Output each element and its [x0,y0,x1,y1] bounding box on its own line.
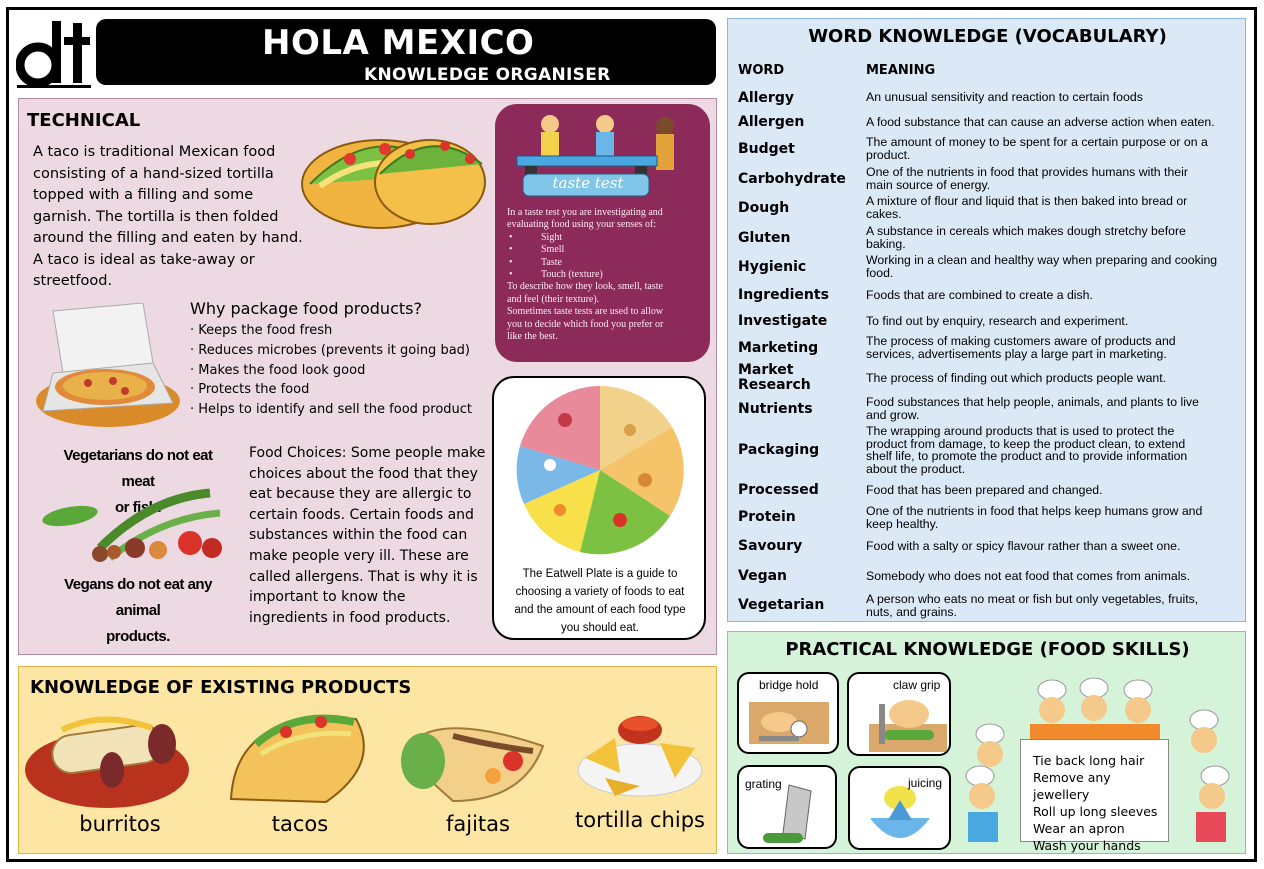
choices-line: certain foods. Certain foods and [249,506,474,523]
meaning-line: Food with a salty or spicy flavour rather than a sweet one. [866,539,1181,553]
vocab-meaning [866,254,1236,279]
vocab-word: Hygienic [738,259,807,275]
intro-line: streetfood. [33,273,113,289]
meaning-line: A food substance that can cause an adverse action when eaten. [866,115,1215,129]
taste-test-sign: taste test [552,174,624,192]
word-column-header: WORD [738,63,785,78]
vocab-word: Processed [738,482,819,498]
rule-item: Wash your hands [1033,838,1141,853]
meaning-line: An unusual sensitivity and reaction to certain foods [866,90,1143,104]
meaning-line: main source of energy. [866,177,991,192]
taste-line: like the best. [507,331,558,343]
eatwell-line: you should eat. [560,622,639,634]
choices-line: make people very ill. These are [249,547,469,564]
vocab-word: Gluten [738,230,791,246]
vocab-meaning [866,425,1236,475]
taste-test-card [495,104,710,362]
product-label: tacos [271,812,329,836]
skill-card-claw-grip [847,672,951,756]
vocab-meaning [866,289,1236,302]
meaning-line: A person who eats no meat or fish but only vegetables, fruits, [866,592,1199,606]
intro-line: around the filling and eaten by hand. [33,230,303,246]
tacos-illustration [300,104,490,238]
food-choices-text [249,443,489,628]
rule-item: Roll up long sleeves [1033,804,1158,819]
practical-title: PRACTICAL KNOWLEDGE (FOOD SKILLS) [785,639,1190,660]
vocab-word: Vegetarian [738,597,825,613]
taste-line: Sometimes taste tests are used to allow [507,306,664,318]
intro-line: A taco is traditional Mexican food [33,144,276,160]
vocab-word: Allergen [738,114,805,130]
vocab-word: Ingredients [738,287,829,303]
title-bar [96,19,716,85]
meaning-line: about the product. [866,461,966,476]
vocab-meaning [866,195,1236,220]
vocab-word: Marketing [738,340,819,356]
choices-line: important to know the [249,589,406,606]
skill-label: bridge hold [759,678,819,692]
meaning-line: Somebody who does not eat food that comes from animals. [866,569,1190,583]
intro-line: topped with a filling and some [33,187,254,203]
meaning-line: Food that has been prepared and changed. [866,483,1103,497]
vocab-meaning [866,593,1236,618]
vocab-word: Savoury [738,538,803,554]
vocab-word: Allergy [738,90,794,106]
meaning-line: The process of finding out which products people want. [866,371,1167,385]
vocab-word: Nutrients [738,401,813,417]
rule-item: Wear an apron [1033,821,1125,836]
meaning-line: To find out by enquiry, research and experiment. [866,314,1129,328]
product-label: tortilla chips [575,808,705,832]
page-title: HOLA MEXICO [262,23,535,63]
tacos-image [226,704,386,813]
sense-item: • Taste [507,257,705,269]
choices-line: ingredients in food products. [249,609,451,626]
skill-card-juicing [848,766,951,850]
vocab-meaning [866,372,1236,385]
meaning-line: Foods that are combined to create a dish. [866,288,1093,302]
vocab-meaning [866,225,1236,250]
meaning-line: One of the nutrients in food that provides humans with their [866,165,1188,179]
taste-test-text [507,207,705,343]
rule-item: Remove any jewellery [1033,770,1111,802]
meaning-line: shelf life, to promote the product and to provide information [866,449,1188,463]
choices-line: called allergens. That is why it is [249,568,478,585]
skill-card-bridge-hold [737,672,839,754]
vocab-word: Packaging [738,442,820,458]
dt-logo [16,19,92,89]
package-reasons [190,321,472,420]
choices-line: eat because they are allergic to [249,486,472,503]
vocab-meaning [866,540,1236,553]
package-item: · Keeps the food fresh [190,323,333,338]
choices-line: choices about the food that they [249,465,478,482]
burritos-image [22,700,192,814]
vocab-word: Carbohydrate [738,171,846,187]
meaning-line: One of the nutrients in food that helps keep humans grow and [866,504,1203,518]
tortilla-chips-image [575,708,705,802]
vocab-word: Protein [738,509,796,525]
package-item: · Helps to identify and sell the food product [190,402,473,418]
vocab-meaning [866,116,1236,129]
vocab-word: Dough [738,200,790,216]
vocab-meaning [866,335,1236,360]
product-label: burritos [79,812,161,836]
meaning-line: baking. [866,236,906,251]
sense-item: • Smell [507,244,705,256]
intro-line: A taco is ideal as take-away or [33,251,255,268]
meaning-line: A substance in cereals which makes dough stretchy before [866,224,1186,238]
vocab-meaning [866,315,1236,328]
package-item: · Makes the food look good [190,362,366,378]
meaning-line: food. [866,265,894,280]
practical-panel [727,631,1246,854]
meaning-line: The amount of money to be spent for a certain purpose or on a [866,135,1208,149]
taste-line: evaluating food using your senses of: [507,219,657,231]
meaning-line: product. [866,147,911,162]
hygiene-rules [1020,739,1169,853]
vocab-meaning [866,136,1236,161]
package-item: · Protects the food [190,382,310,398]
vocab-word: Budget [738,141,795,157]
meaning-column-header: MEANING [866,63,936,78]
vegan-line: products. [106,628,170,645]
meaning-line: A mixture of flour and liquid that is then baked into bread or [866,194,1188,208]
skill-label: grating [745,777,782,791]
meaning-line: nuts, and grains. [866,604,957,619]
page-subtitle: KNOWLEDGE ORGANISER [364,65,611,85]
skill-label: juicing [908,776,943,790]
vegetarian-line: or fish. [114,499,161,516]
technical-title: TECHNICAL [27,110,141,131]
fajitas-image [393,706,553,810]
taste-line: In a taste test you are investigating and [507,207,663,218]
vocab-meaning [866,396,1236,421]
vocab-word: Vegan [738,568,787,584]
vegan-line: Vegans do not eat any animal [64,576,212,619]
vegan-note [46,572,230,650]
rule-item: Tie back long hair [1033,753,1145,768]
skill-label: claw grip [893,678,941,692]
vocab-meaning [866,91,1236,104]
eatwell-line: and the amount of each food type [514,604,686,616]
vocabulary-panel [727,18,1246,622]
vocab-word: Investigate [738,313,828,329]
vocab-meaning [866,505,1236,530]
eatwell-caption [502,565,698,637]
intro-line: garnish. The tortilla is then folded [33,208,279,225]
taco-description [33,142,323,293]
eatwell-line: choosing a variety of foods to eat [515,586,685,598]
vegetables-illustration [40,488,230,572]
meaning-line: The wrapping around products that is used to protect the [866,424,1175,438]
taste-line: you to decide which food you prefer or [507,318,664,330]
vocab-meaning [866,484,1236,497]
package-item: · Reduces microbes (prevents it going bad) [190,342,470,358]
pizza-box-illustration [33,303,183,432]
vocab-meaning [866,570,1236,583]
sense-item: • Touch (texture) [507,269,705,281]
vegetarian-line: Vegetarians do not eat meat [63,447,213,490]
meaning-line: Food substances that help people, animals, and plants to live [866,395,1199,409]
vocab-meaning [866,166,1236,191]
taste-line: and feel (their texture). [507,293,600,305]
existing-products-title: KNOWLEDGE OF EXISTING PRODUCTS [30,677,412,698]
meaning-line: services, advertisements play a large part in marketing. [866,346,1167,361]
vocabulary-title: WORD KNOWLEDGE (VOCABULARY) [808,26,1167,47]
skill-card-grating [737,765,837,849]
package-title: Why package food products? [190,299,422,318]
eatwell-card [492,376,706,640]
meaning-line: Working in a clean and healthy way when preparing and cooking [866,253,1218,267]
choices-line: substances within the food can [249,527,468,544]
product-label: fajitas [446,812,510,836]
meaning-line: cakes. [866,206,902,221]
eatwell-line: The Eatwell Plate is a guide to [522,568,678,580]
intro-line: consisting of a hand-sized tortilla [33,165,274,182]
vocab-word: Market Research [738,362,811,393]
taste-line: To describe how they look, smell, taste [507,281,663,293]
meaning-line: keep healthy. [866,516,939,531]
meaning-line: The process of making customers aware of products and [866,334,1176,348]
choices-line: Food Choices: Some people make [249,445,486,461]
meaning-line: and grow. [866,407,920,422]
meaning-line: product from damage, to keep the product clean, to extend [866,436,1186,451]
sense-item: • Sight [507,232,705,244]
